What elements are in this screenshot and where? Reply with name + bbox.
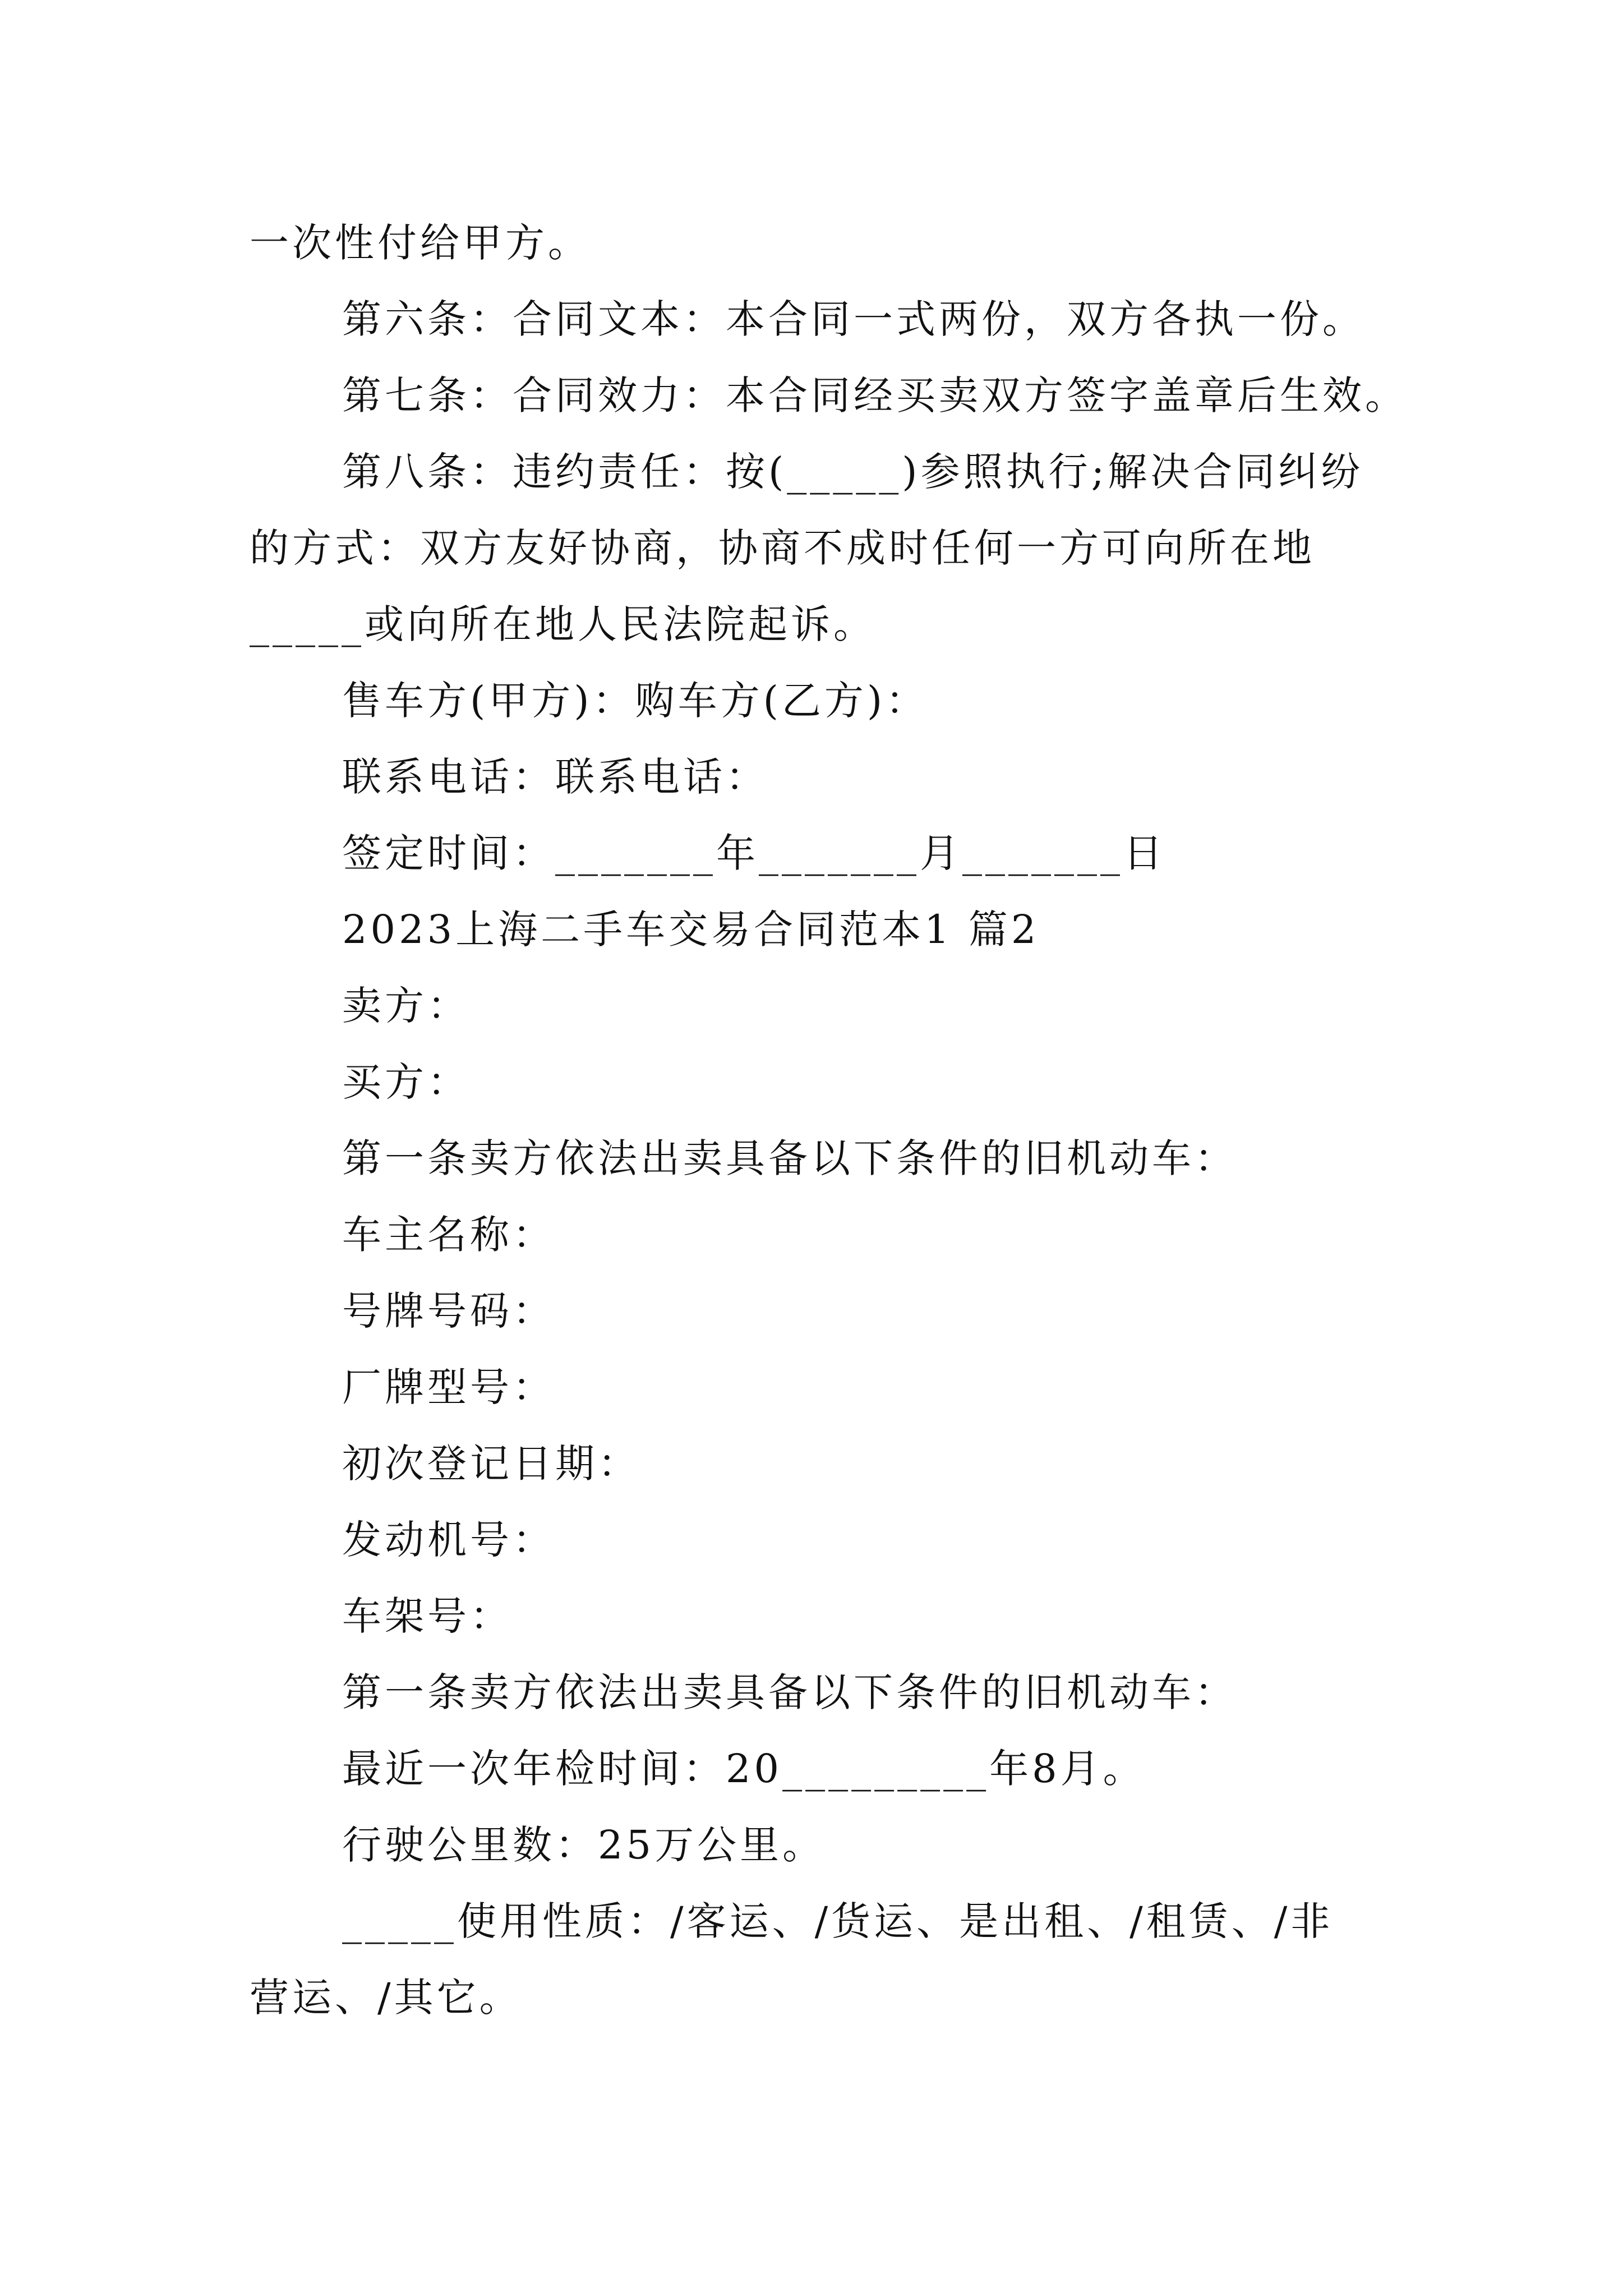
text-line: 买方：: [342, 1059, 470, 1105]
text-line: 联系电话：联系电话：: [342, 754, 768, 800]
text-line: 第七条：合同效力：本合同经买卖双方签字盖章后生效。: [342, 372, 1408, 418]
text-line: 初次登记日期：: [342, 1441, 640, 1487]
text-line: 第一条卖方依法出卖具备以下条件的旧机动车：: [342, 1669, 1237, 1715]
text-line: 的方式：双方友好协商，协商不成时任何一方可向所在地: [250, 525, 1315, 571]
text-line: 车架号：: [342, 1593, 513, 1639]
text-line: 卖方：: [342, 983, 470, 1029]
text-line: 最近一次年检时间：20_________年8月。: [342, 1746, 1146, 1792]
text-line: 签定时间：_______年_______月_______日: [342, 830, 1166, 876]
text-line: 售车方(甲方)：购车方(乙方)：: [342, 678, 929, 724]
text-line: 车主名称：: [342, 1212, 555, 1258]
text-line: 第一条卖方依法出卖具备以下条件的旧机动车：: [342, 1135, 1237, 1181]
text-line: 发动机号：: [342, 1517, 555, 1563]
text-line: 行驶公里数：25万公里。: [342, 1822, 826, 1868]
text-line: _____使用性质：/客运、/货运、是出租、/租赁、/非: [342, 1898, 1334, 1944]
text-line: 第六条：合同文本：本合同一式两份，双方各执一份。: [342, 296, 1365, 342]
text-line: _____或向所在地人民法院起诉。: [250, 601, 876, 647]
section-heading: 2023上海二手车交易合同范本1 篇2: [342, 907, 1040, 953]
text-line: 第八条：违约责任：按(_____)参照执行;解决合同纠纷: [342, 449, 1364, 495]
document-body: [250, 205, 1408, 2036]
text-line: 一次性付给甲方。: [250, 220, 591, 266]
text-line: 营运、/其它。: [250, 1975, 522, 2021]
text-line: 厂牌型号：: [342, 1364, 555, 1410]
text-line: 号牌号码：: [342, 1288, 555, 1334]
